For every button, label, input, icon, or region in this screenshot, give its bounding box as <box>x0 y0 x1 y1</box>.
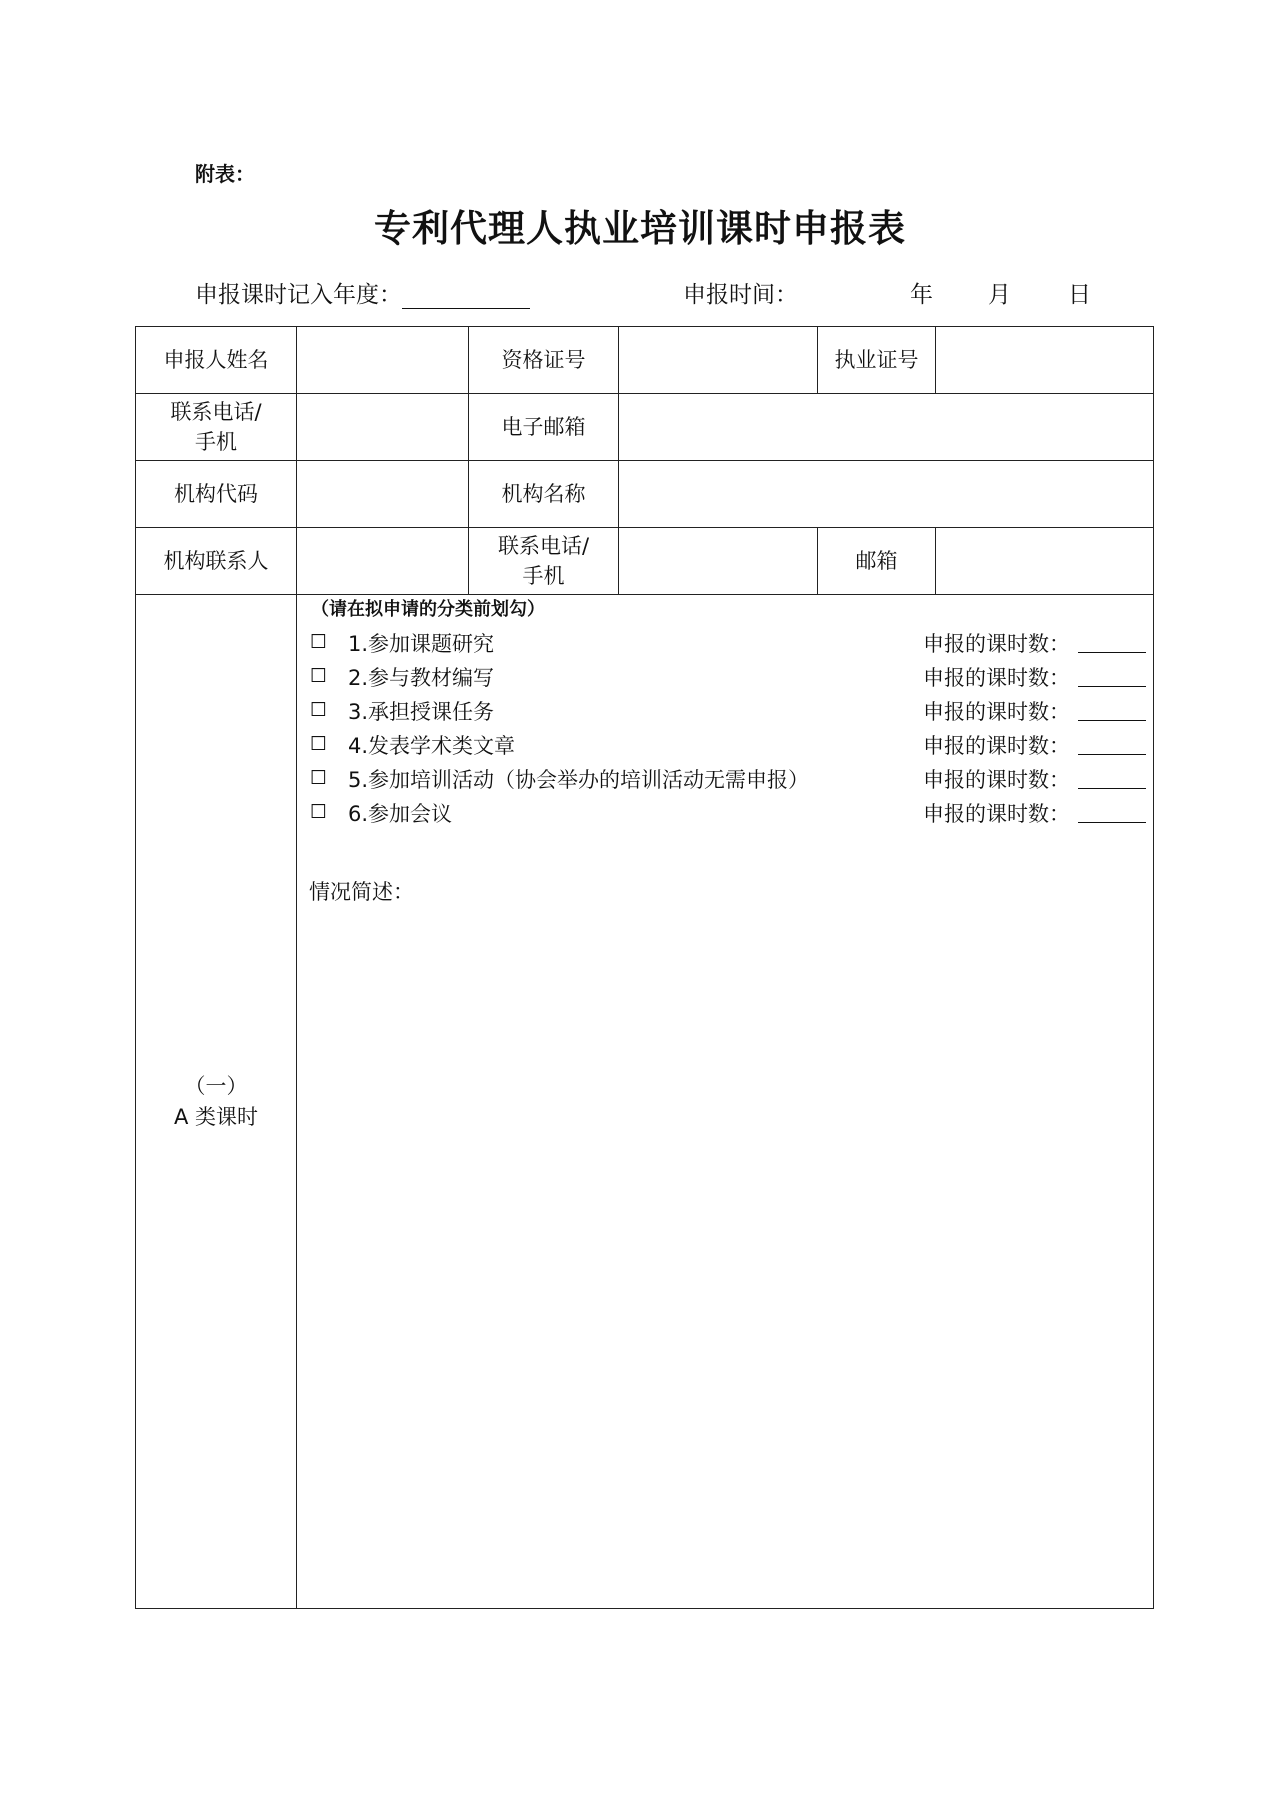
form-title: 专利代理人执业培训课时申报表 <box>374 207 906 250</box>
option-label: 6.参加会议 <box>348 802 453 826</box>
org-phone-label-line2: 手机 <box>522 564 565 588</box>
org-email-cell[interactable] <box>936 528 1154 595</box>
table-row <box>136 394 1154 461</box>
hours-label: 申报的课时数： <box>923 666 1070 690</box>
table-row <box>136 595 1154 1609</box>
report-time-label: 申报时间： <box>683 282 798 308</box>
phone-label-line2: 手机 <box>195 430 237 454</box>
section-content-cell <box>297 595 1154 1609</box>
org-phone-label-line1: 联系电话/ <box>497 533 590 558</box>
section-number: （一） <box>184 1074 248 1099</box>
practice-no-cell[interactable] <box>936 327 1154 394</box>
month-unit: 月 <box>988 282 1011 308</box>
org-name-cell[interactable] <box>619 461 1154 528</box>
hours-label: 申报的课时数： <box>923 632 1070 656</box>
record-year-label: 申报课时记入年度： <box>195 282 402 308</box>
option-label: 2.参与教材编写 <box>348 666 495 690</box>
checkbox[interactable]: ☐ <box>310 733 328 755</box>
application-table <box>135 326 1154 1609</box>
applicant-name-cell[interactable] <box>297 327 469 394</box>
table-row <box>136 528 1154 595</box>
hours-blank[interactable] <box>1078 686 1146 687</box>
meta-row <box>195 276 1095 312</box>
practice-no-label: 执业证号 <box>818 327 936 394</box>
record-year-field <box>195 276 530 309</box>
org-contact-label: 机构联系人 <box>136 528 297 595</box>
phone-cell[interactable] <box>297 394 469 461</box>
instruction-text: （请在拟申请的分类前划勾） <box>311 599 545 620</box>
hours-label: 申报的课时数： <box>923 768 1070 792</box>
record-year-blank[interactable] <box>402 282 530 309</box>
checkbox[interactable]: ☐ <box>310 665 328 687</box>
hours-label: 申报的课时数： <box>923 734 1070 758</box>
org-phone-cell[interactable] <box>619 528 818 595</box>
hours-blank[interactable] <box>1078 788 1146 789</box>
phone-label <box>136 394 297 461</box>
option-row <box>310 799 1150 829</box>
org-name-label: 机构名称 <box>469 461 619 528</box>
hours-label: 申报的课时数： <box>923 700 1070 724</box>
section-name: A 类课时 <box>173 1104 259 1129</box>
org-contact-cell[interactable] <box>297 528 469 595</box>
option-row <box>310 663 1150 693</box>
org-code-cell[interactable] <box>297 461 469 528</box>
option-label: 4.发表学术类文章 <box>348 734 516 758</box>
qualification-no-cell[interactable] <box>619 327 818 394</box>
checkbox[interactable]: ☐ <box>310 631 328 653</box>
option-label: 1.参加课题研究 <box>348 632 495 656</box>
table-row <box>136 327 1154 394</box>
hours-label: 申报的课时数： <box>923 802 1070 826</box>
option-row <box>310 765 1150 795</box>
applicant-name-label: 申报人姓名 <box>136 327 297 394</box>
summary-label: 情况简述： <box>309 880 414 904</box>
email-cell[interactable] <box>619 394 1154 461</box>
table-row <box>136 461 1154 528</box>
hours-blank[interactable] <box>1078 652 1146 653</box>
phone-label-line1: 联系电话/ <box>170 399 262 424</box>
org-phone-label <box>469 528 619 595</box>
hours-blank[interactable] <box>1078 720 1146 721</box>
year-unit: 年 <box>910 282 933 308</box>
checkbox[interactable]: ☐ <box>310 767 328 789</box>
option-row <box>310 731 1150 761</box>
option-row <box>310 697 1150 727</box>
org-email-label: 邮箱 <box>818 528 936 595</box>
hours-blank[interactable] <box>1078 754 1146 755</box>
attachment-label: 附表： <box>195 162 255 186</box>
option-label: 3.承担授课任务 <box>348 700 495 724</box>
section-label-cell <box>136 595 297 1609</box>
qualification-no-label: 资格证号 <box>469 327 619 394</box>
option-label: 5.参加培训活动（协会举办的培训活动无需申报） <box>348 768 810 792</box>
checkbox[interactable]: ☐ <box>310 801 328 823</box>
hours-blank[interactable] <box>1078 822 1146 823</box>
checkbox[interactable]: ☐ <box>310 699 328 721</box>
email-label: 电子邮箱 <box>469 394 619 461</box>
day-unit: 日 <box>1068 282 1091 308</box>
org-code-label: 机构代码 <box>136 461 297 528</box>
option-row <box>310 629 1150 659</box>
